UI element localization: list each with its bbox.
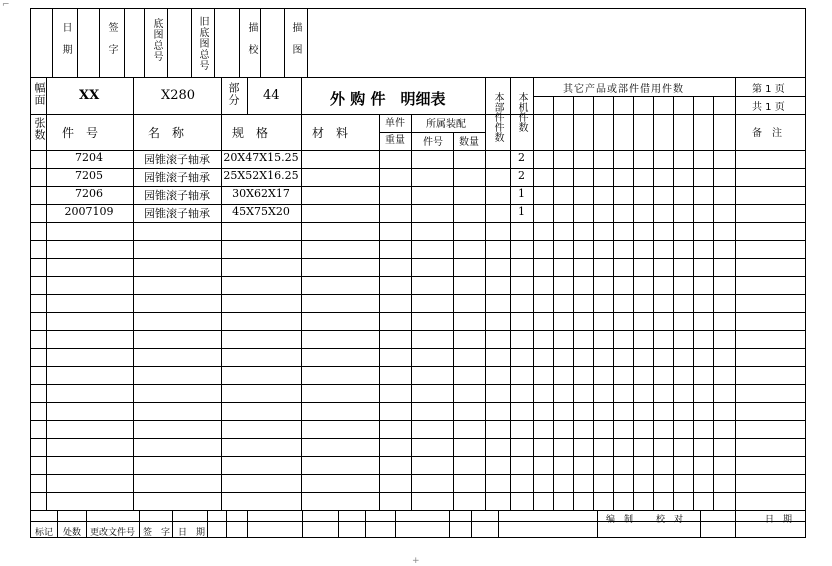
part-value: 44 xyxy=(263,88,280,103)
col-sheets: 张数 xyxy=(33,117,46,141)
page-total: 共 1 页 xyxy=(752,102,785,113)
row-line xyxy=(30,330,806,331)
footer-vline xyxy=(207,510,208,538)
row-3-machine-count: 1 xyxy=(518,187,525,200)
stamp-vline xyxy=(191,8,192,77)
footer-check: 校 对 xyxy=(656,515,684,525)
stamp-sign-label: 签 字 xyxy=(106,22,117,55)
stamp-vline xyxy=(124,8,125,77)
footer-compile: 编 制 xyxy=(606,515,634,525)
footer-mark: 标记 xyxy=(35,528,54,538)
row-line xyxy=(30,222,806,223)
row-line xyxy=(30,276,806,277)
footer-vline xyxy=(365,510,366,538)
part-label-vline xyxy=(247,77,248,114)
row-1-spec: 20X47X15.25 xyxy=(223,151,299,164)
usage-vline xyxy=(553,96,554,510)
footer-vline xyxy=(700,510,701,538)
row-line xyxy=(30,402,806,403)
row-1-name: 园锥滚子轴承 xyxy=(144,153,210,166)
footer-mid-line xyxy=(30,521,806,522)
row-line xyxy=(30,312,806,313)
stamp-vline xyxy=(167,8,168,77)
stamp-draw-label: 描 图 xyxy=(290,22,301,55)
row-line xyxy=(30,366,806,367)
stamp-vline xyxy=(144,8,145,77)
footer-vline xyxy=(57,510,58,538)
footer-vline xyxy=(735,510,736,538)
stamp-vline xyxy=(239,8,240,77)
footer-vline xyxy=(247,510,248,538)
format-value: XX xyxy=(79,88,100,103)
usage-vline xyxy=(633,96,634,510)
row-line xyxy=(30,240,806,241)
row-line xyxy=(30,438,806,439)
usage-vline xyxy=(573,96,574,510)
footer-change-doc: 更改文件号 xyxy=(90,528,136,538)
footer-vline xyxy=(338,510,339,538)
part-count-label: 本部件件数 xyxy=(492,92,503,142)
row-2-spec: 25X52X16.25 xyxy=(223,169,299,182)
page-number: 第 1 页 xyxy=(752,84,785,95)
product-code: X280 xyxy=(161,88,196,103)
footer-vline xyxy=(302,510,303,538)
stamp-vline xyxy=(77,8,78,77)
row-line xyxy=(30,384,806,385)
stamp-date-label: 日 期 xyxy=(60,22,71,55)
row-1-part-no: 7204 xyxy=(75,151,103,164)
row-3-name: 园锥滚子轴承 xyxy=(144,189,210,202)
col-part-no: 件 号 xyxy=(62,126,99,140)
page-title: 外 购 件 明细表 xyxy=(330,90,446,108)
row-4-name: 园锥滚子轴承 xyxy=(144,207,210,220)
footer-sign: 签 字 xyxy=(143,528,171,538)
row-4-machine-count: 1 xyxy=(518,205,525,218)
usage-vline xyxy=(713,96,714,510)
row-line xyxy=(30,474,806,475)
stamp-vline xyxy=(99,8,100,77)
usage-vline xyxy=(673,96,674,510)
row-4-part-no: 2007109 xyxy=(64,205,114,218)
stamp-vline xyxy=(214,8,215,77)
machine-count-label: 本机件数 xyxy=(516,92,527,132)
row-line xyxy=(30,492,806,493)
row-line xyxy=(30,258,806,259)
row-3-spec: 30X62X17 xyxy=(232,187,290,200)
main-vline xyxy=(453,132,454,510)
footer-vline xyxy=(471,510,472,538)
row-line xyxy=(30,420,806,421)
footer-count: 处数 xyxy=(63,528,82,538)
footer-vline xyxy=(226,510,227,538)
stamp-vline xyxy=(52,8,53,77)
other-usage-line xyxy=(533,96,735,97)
stamp-check-label: 描 校 xyxy=(246,22,257,55)
footer-vline xyxy=(498,510,499,538)
usage-vline xyxy=(653,96,654,510)
part-label: 部分 xyxy=(227,82,240,106)
col-asm-part-no: 件号 xyxy=(423,137,443,148)
footer-date: 日 期 xyxy=(178,528,206,538)
header-top-line xyxy=(30,77,806,78)
usage-vline xyxy=(613,96,614,510)
row-3-part-no: 7206 xyxy=(75,187,103,200)
row-2-machine-count: 2 xyxy=(518,169,525,182)
header-bottom-line xyxy=(30,114,806,115)
page-bottom-mark: + xyxy=(412,556,420,566)
page-corner-mark: ⌐ xyxy=(2,0,10,10)
row-2-part-no: 7205 xyxy=(75,169,103,182)
usage-vline xyxy=(593,96,594,510)
footer-date-2: 日 期 xyxy=(765,515,793,525)
stamp-vline xyxy=(284,8,285,77)
footer-vline xyxy=(172,510,173,538)
footer-vline xyxy=(597,510,598,538)
row-line xyxy=(30,294,806,295)
stamp-base-no-label: 底图总号 xyxy=(151,18,162,62)
col-assembly: 所属装配 xyxy=(426,119,466,130)
format-label: 幅面 xyxy=(33,82,46,106)
footer-top-line xyxy=(30,510,806,511)
footer-vline xyxy=(395,510,396,538)
footer-vline xyxy=(449,510,450,538)
col-unit-weight: 单件重量 xyxy=(385,118,405,146)
col-name: 名 称 xyxy=(148,126,185,140)
footer-vline xyxy=(139,510,140,538)
row-1-machine-count: 2 xyxy=(518,151,525,164)
row-line xyxy=(30,348,806,349)
other-usage-label: 其它产品或部件借用件数 xyxy=(563,84,684,95)
stamp-vline xyxy=(260,8,261,77)
footer-vline xyxy=(86,510,87,538)
stamp-vline xyxy=(307,8,308,77)
row-line xyxy=(30,456,806,457)
stamp-old-base-no-label: 旧底图总号 xyxy=(197,16,208,71)
col-asm-qty: 数量 xyxy=(459,137,479,148)
col-spec: 规 格 xyxy=(232,126,269,140)
col-material: 材 料 xyxy=(312,126,349,140)
row-2-name: 园锥滚子轴承 xyxy=(144,171,210,184)
row-4-spec: 45X75X20 xyxy=(232,205,290,218)
page-divider-line xyxy=(735,96,806,97)
usage-vline xyxy=(693,96,694,510)
col-remark: 备 注 xyxy=(752,128,782,139)
